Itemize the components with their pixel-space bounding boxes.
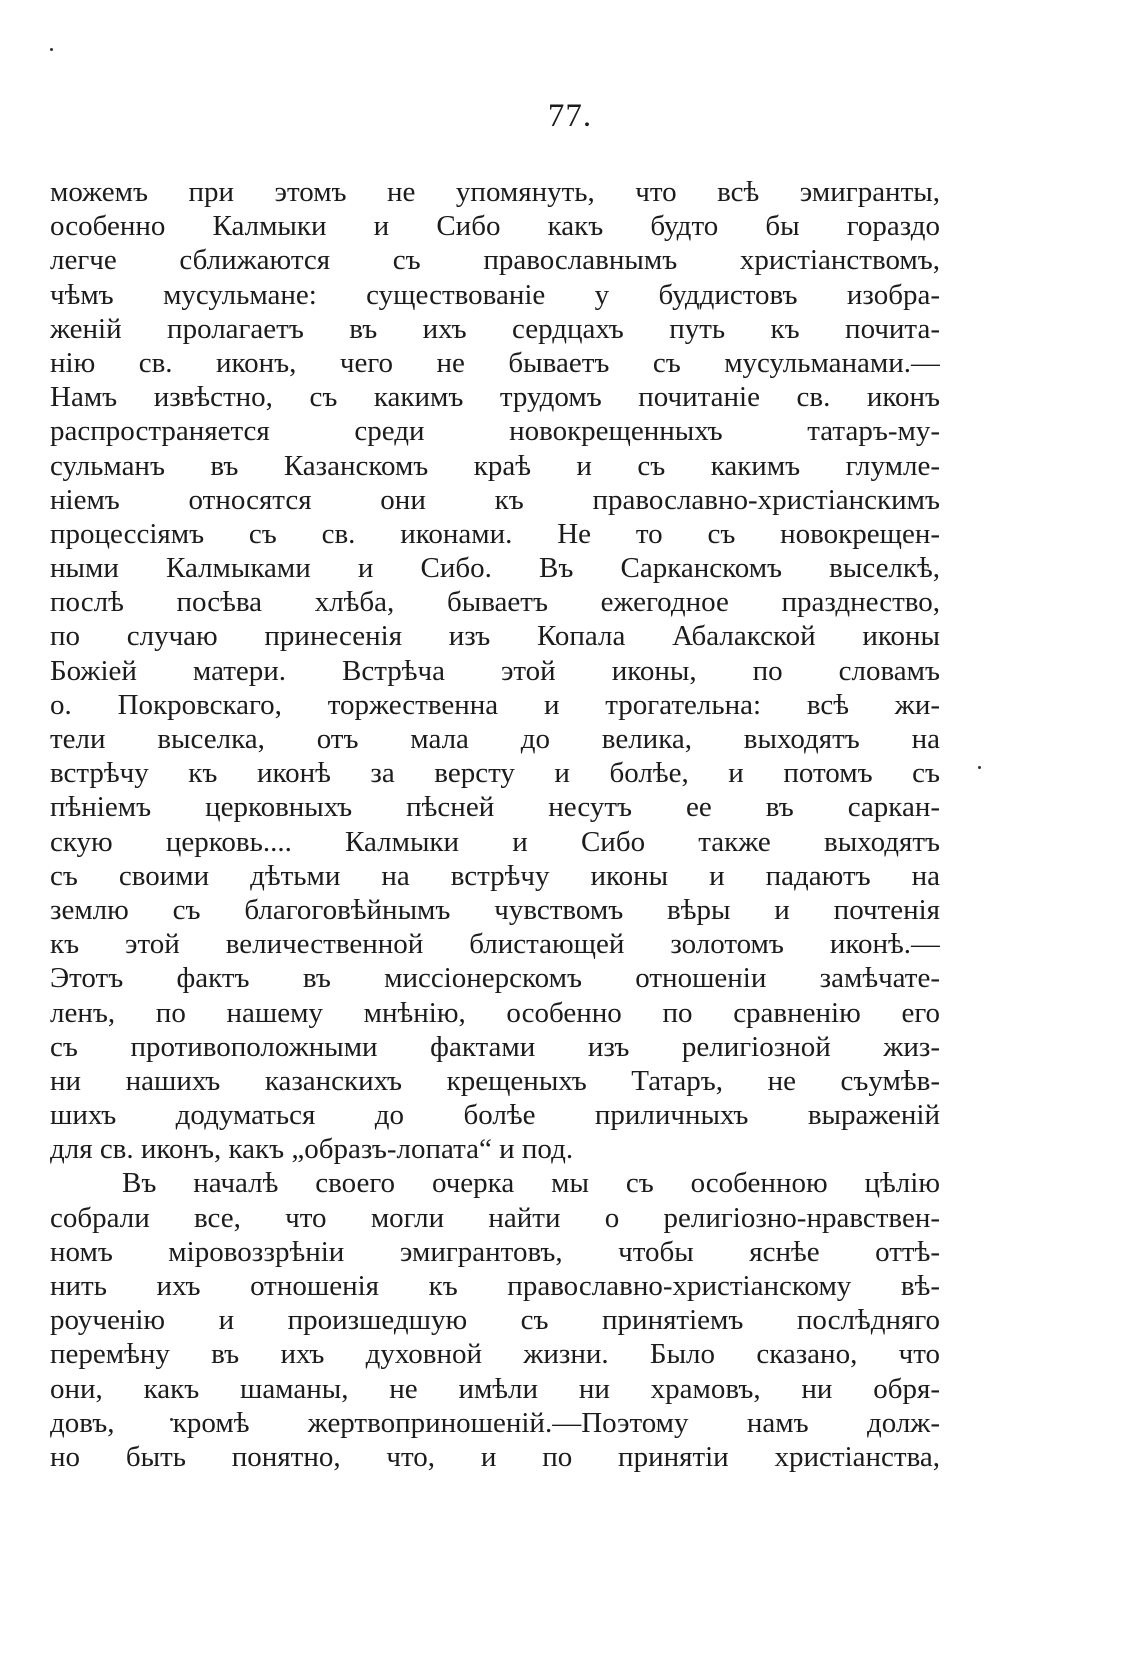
text-line: довъ, кромѣ жертвоприношеній.—Поэтому намъ долж- [50, 1406, 940, 1439]
paragraph [50, 1166, 940, 1474]
text-line: скую церковь.... Калмыки и Сибо также выходятъ [50, 825, 940, 858]
text-line: пѣніемъ церковныхъ пѣсней несутъ ее въ саркан- [50, 791, 940, 824]
text-line: ными Калмыками и Сибо. Въ Сарканскомъ выселкѣ, [50, 552, 940, 585]
text-line: нить ихъ отношенія къ православно-христіанскому вѣ- [50, 1270, 940, 1302]
text-line: процессіямъ съ св. иконами. Не то съ новокрещен- [50, 517, 940, 550]
text-line: особенно Калмыки и Сибо какъ будто бы гораздо [50, 210, 940, 243]
text-line: можемъ при этомъ не упомянуть, что всѣ эмигранты, [50, 176, 940, 208]
text-line: Въ началѣ своего очерка мы съ особенною цѣлію [122, 1167, 940, 1200]
text-line: они, какъ шаманы, не имѣли ни храмовъ, ни обря- [50, 1372, 940, 1405]
text-line: тели выселка, отъ мала до велика, выходятъ на [50, 723, 940, 755]
print-speck [978, 766, 981, 769]
text-line: Божіей матери. Встрѣча этой иконы, по словамъ [50, 654, 940, 687]
print-speck [50, 48, 53, 51]
text-line: землю съ благоговѣйнымъ чувствомъ вѣры и почтенія [50, 893, 940, 926]
text-line: сульманъ въ Казанскомъ краѣ и съ какимъ глумле- [50, 449, 940, 482]
text-line: Намъ извѣстно, съ какимъ трудомъ почитаніе св. иконъ [50, 381, 940, 414]
page-text [50, 175, 940, 1474]
page-number: 77. [547, 98, 593, 134]
text-line: ленъ, по нашему мнѣнію, особенно по сравненію его [50, 996, 940, 1029]
text-line: но быть понятно, что, и по принятіи христіанства, [50, 1440, 940, 1473]
text-line: собрали все, что могли найти о религіозно-нравствен- [50, 1201, 940, 1234]
text-line: къ этой величественной блистающей золотомъ иконѣ.— [50, 928, 940, 961]
text-line: съ противоположными фактами изъ религіозной жиз- [50, 1030, 940, 1063]
text-line: встрѣчу къ иконѣ за версту и болѣе, и потомъ съ [50, 757, 940, 790]
text-line: ни нашихъ казанскихъ крещеныхъ Татаръ, не съумѣв- [50, 1064, 940, 1097]
text-line: нію св. иконъ, чего не бываетъ съ мусульманами.— [50, 346, 940, 379]
text-line: чѣмъ мусульмане: существованіе у буддистовъ изобра- [50, 278, 940, 311]
text-line: для св. иконъ, какъ „образъ-лопата“ и под. [50, 1133, 574, 1166]
text-line: послѣ посѣва хлѣба, бываетъ ежегодное празднество, [50, 586, 940, 619]
text-line: ніемъ относятся они къ православно-христіанскимъ [50, 483, 940, 516]
text-line: о. Покровскаго, торжественна и трогательна: всѣ жи- [50, 688, 940, 721]
text-line: Этотъ фактъ въ миссіонерскомъ отношеніи замѣчате- [50, 962, 940, 995]
paragraph [50, 175, 940, 1166]
text-line: по случаю принесенія изъ Копала Абалакской иконы [50, 620, 940, 653]
text-line: легче сближаются съ православнымъ христіанствомъ, [50, 244, 940, 277]
text-line: женій пролагаетъ въ ихъ сердцахъ путь къ почита- [50, 312, 940, 345]
text-line: перемѣну въ ихъ духовной жизни. Было сказано, что [50, 1338, 940, 1371]
text-line: шихъ додуматься до болѣе приличныхъ выраженій [50, 1099, 940, 1132]
text-line: номъ міровоззрѣніи эмигрантовъ, чтобы яснѣе оттѣ- [50, 1235, 940, 1268]
text-line: роученію и произшедшую съ принятіемъ послѣдняго [50, 1304, 940, 1337]
text-line: съ своими дѣтьми на встрѣчу иконы и падаютъ на [50, 859, 940, 892]
text-line: распространяется среди новокрещенныхъ татаръ-му- [50, 415, 940, 448]
